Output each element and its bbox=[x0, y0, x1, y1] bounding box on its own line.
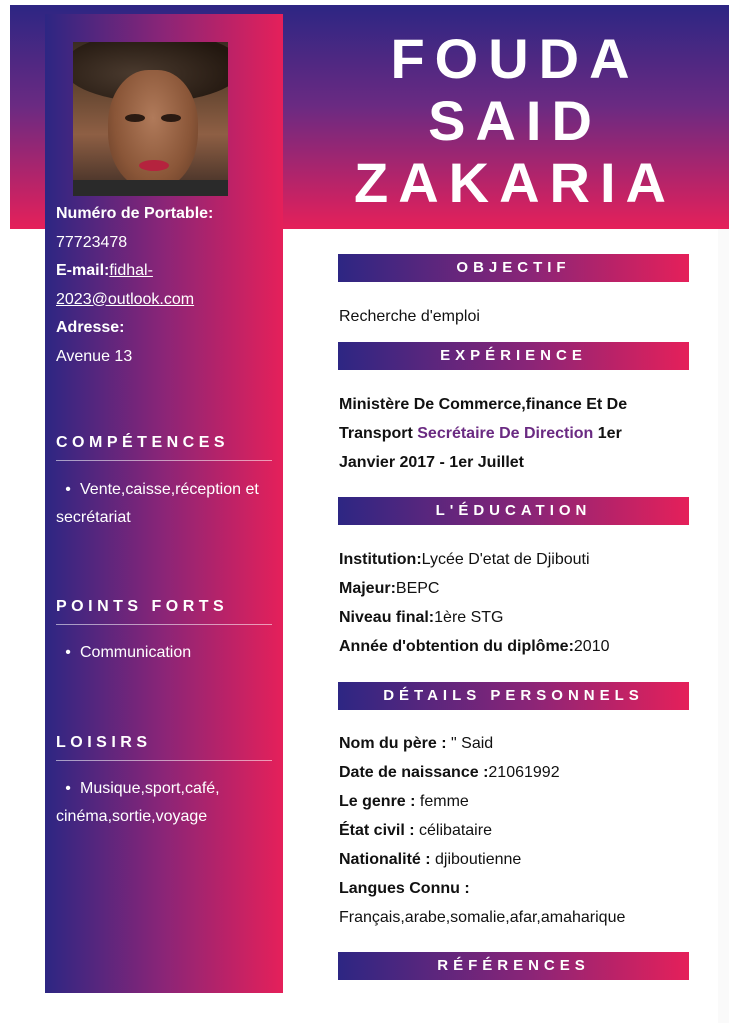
nationality-value: djiboutienne bbox=[435, 851, 522, 868]
experience-dates: 1er Janvier 2017 - 1er Juillet bbox=[339, 425, 622, 471]
experience-entry bbox=[339, 390, 679, 477]
skills-heading: COMPÉTENCES bbox=[56, 434, 272, 461]
bullet-icon: • bbox=[65, 780, 71, 797]
personal-heading: DÉTAILS PERSONNELS bbox=[338, 682, 689, 710]
hobbies-list bbox=[56, 775, 272, 831]
phone-label: Numéro de Portable: bbox=[56, 205, 214, 222]
gender-label: Le genre : bbox=[339, 793, 420, 810]
languages-value: Français,arabe,somalie,afar,amaharique bbox=[339, 909, 626, 926]
bullet-icon: • bbox=[65, 644, 71, 661]
year-label: Année d'obtention du diplôme: bbox=[339, 638, 574, 655]
education-heading: L'ÉDUCATION bbox=[338, 497, 689, 525]
nationality-label: Nationalité : bbox=[339, 851, 436, 868]
languages-label: Langues Connu : bbox=[339, 880, 470, 897]
references-heading: RÉFÉRENCES bbox=[338, 952, 689, 980]
name-line-1: FOUDA bbox=[390, 27, 640, 90]
level-value: 1ère STG bbox=[434, 609, 504, 626]
strengths-item: Communication bbox=[80, 644, 192, 661]
objective-text: Recherche d'emploi bbox=[339, 308, 480, 325]
level-label: Niveau final: bbox=[339, 609, 435, 626]
dob-label: Date de naissance : bbox=[339, 764, 489, 781]
address-label: Adresse: bbox=[56, 319, 125, 336]
father-label: Nom du père : bbox=[339, 735, 452, 752]
hobbies-heading: LOISIRS bbox=[56, 734, 272, 761]
email-label: E-mail: bbox=[56, 262, 110, 279]
email-part-1: fidhal- bbox=[109, 262, 153, 279]
experience-heading: EXPÉRIENCE bbox=[338, 342, 689, 370]
page-edge bbox=[718, 229, 729, 1023]
experience-org: Ministère De Commerce,finance Et De Transport bbox=[339, 396, 628, 442]
year-value: 2010 bbox=[573, 638, 610, 655]
strengths-list bbox=[56, 639, 272, 667]
strengths-heading: POINTS FORTS bbox=[56, 598, 272, 625]
objective-heading: OBJECTIF bbox=[338, 254, 689, 282]
contact-info bbox=[56, 200, 276, 371]
skills-list bbox=[56, 476, 272, 532]
major-label: Majeur: bbox=[339, 580, 396, 597]
name-line-3: ZAKARIA bbox=[354, 151, 676, 214]
name-line-2: SAID bbox=[428, 89, 602, 152]
address-value: Avenue 13 bbox=[56, 347, 133, 365]
civil-label: État civil : bbox=[339, 822, 420, 839]
bullet-icon: • bbox=[65, 481, 71, 498]
institution-value: Lycée D'etat de Djibouti bbox=[421, 551, 590, 568]
full-name bbox=[330, 28, 700, 214]
institution-label: Institution: bbox=[339, 551, 422, 568]
hobbies-item: Musique,sport,café, cinéma,sortie,voyage bbox=[56, 780, 220, 825]
dob-value: 21061992 bbox=[488, 764, 560, 781]
education-details bbox=[339, 545, 709, 661]
experience-role: Secrétaire De Direction bbox=[417, 425, 594, 442]
email-part-2: 2023@outlook.com bbox=[56, 290, 195, 308]
sidebar bbox=[45, 14, 283, 993]
phone-value: 77723478 bbox=[56, 233, 128, 251]
civil-value: célibataire bbox=[419, 822, 492, 839]
profile-photo bbox=[73, 42, 228, 196]
gender-value: femme bbox=[419, 793, 469, 810]
skills-item: Vente,caisse,réception et secrétariat bbox=[56, 481, 259, 526]
major-value: BEPC bbox=[395, 580, 440, 597]
personal-details bbox=[339, 729, 709, 932]
father-value: " Said bbox=[451, 735, 494, 752]
